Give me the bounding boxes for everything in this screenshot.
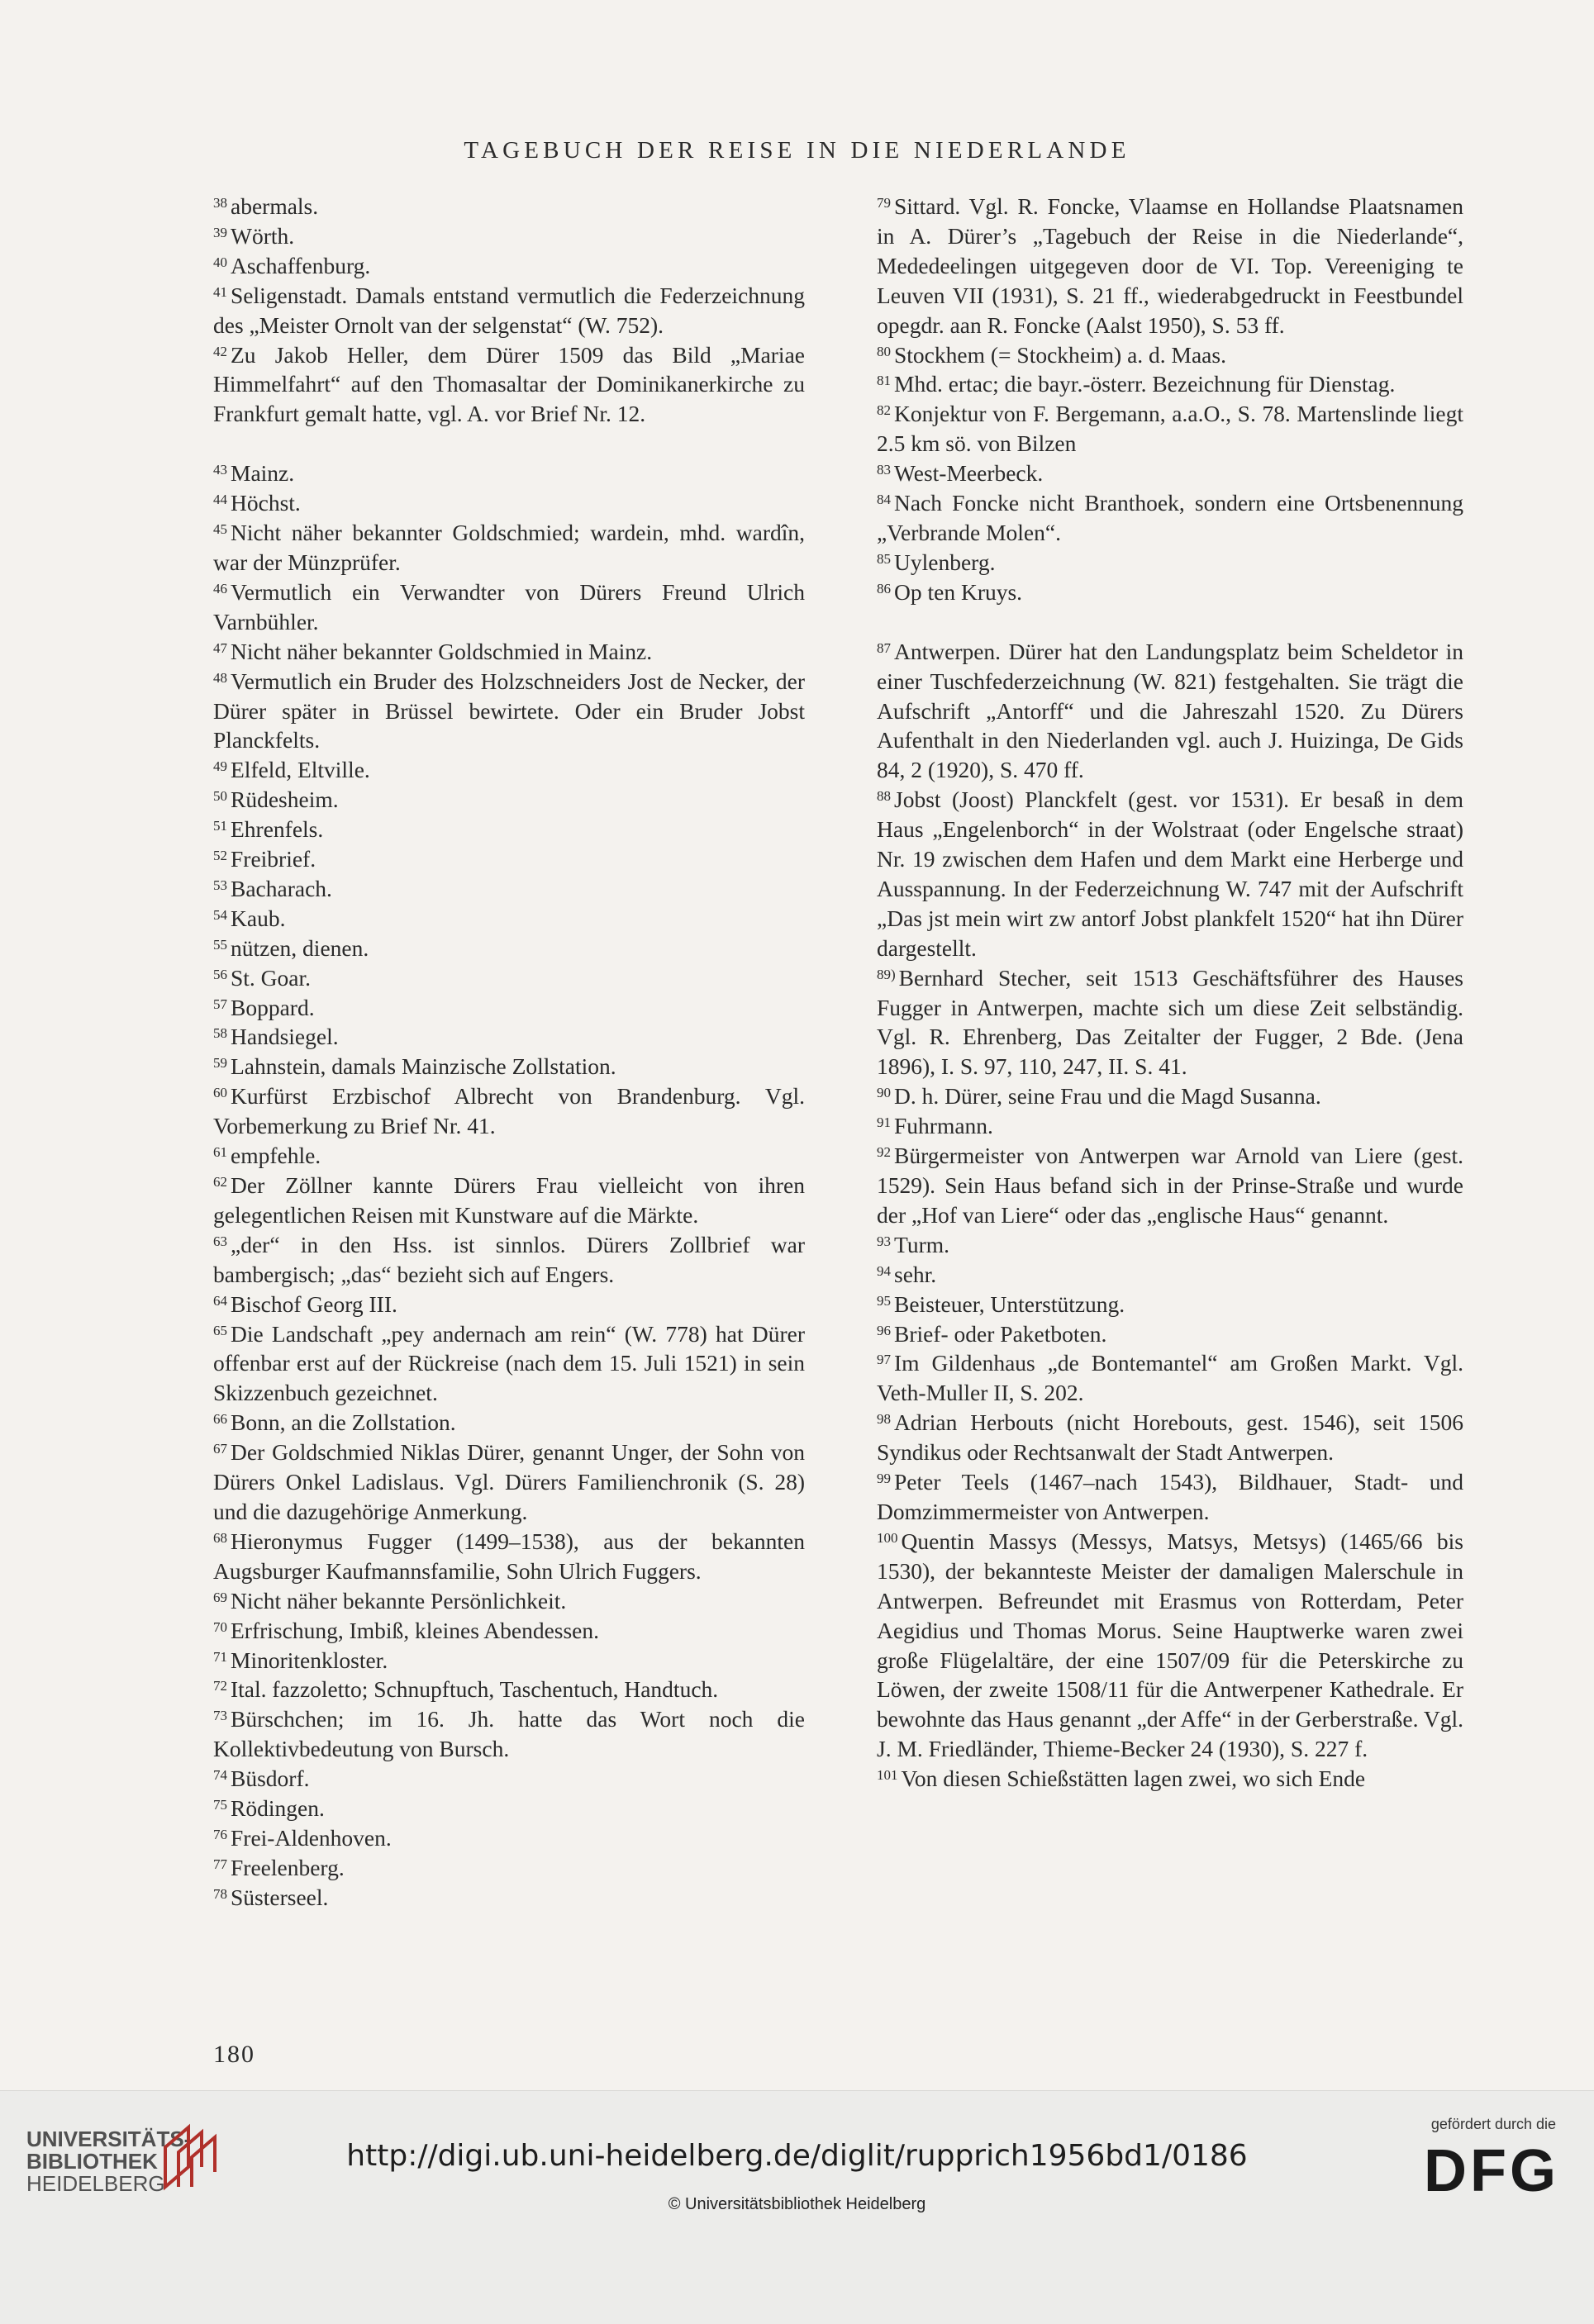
footnote	[877, 192, 1463, 340]
footnote-number: 70	[213, 1618, 227, 1635]
footnote-text: Elfeld, Eltville.	[231, 757, 370, 783]
footnote	[877, 963, 1463, 1082]
footnote-number: 63	[213, 1233, 227, 1249]
footnote	[213, 815, 805, 844]
running-head: TAGEBUCH DER REISE IN DIE NIEDERLANDE	[464, 137, 1130, 164]
footnote	[213, 1675, 805, 1704]
footnote-text: Bernhard Stecher, seit 1513 Geschäftsführer des Hauses Fugger in Antwerpen, machte sich um diese Zeit selbständig. Vgl. R. Ehrenberg, Das Zeitalter der Fugger, 2 Bde. (Jena 1896), I. S. 97, 110, 247, II. S. 41.	[877, 964, 1463, 1080]
footnote	[213, 1438, 805, 1527]
footnote	[213, 1646, 805, 1675]
copyright-notice: © Universitätsbibliothek Heidelberg	[668, 2195, 926, 2213]
footnote	[213, 192, 805, 221]
library-name-line: UNIVERSITÄTS-	[26, 2127, 192, 2151]
footnote	[877, 369, 1463, 399]
footnote-text: Uylenberg.	[894, 549, 996, 575]
footnote-text: Süsterseel.	[231, 1884, 329, 1910]
footnote-text: Freelenberg.	[231, 1854, 345, 1880]
footnote-text: Stockhem (= Stockheim) a. d. Maas.	[894, 341, 1226, 368]
footnote-text: Turm.	[894, 1231, 950, 1257]
footnote-text: Büsdorf.	[231, 1766, 310, 1792]
footnote	[213, 1141, 805, 1171]
footnote-text: nützen, dienen.	[231, 934, 369, 961]
footnote	[877, 1348, 1463, 1408]
footnote	[213, 1081, 805, 1141]
footnote-number: 65	[213, 1322, 227, 1338]
footnote	[213, 904, 805, 934]
footnote-number: 54	[213, 906, 227, 923]
footnote	[877, 785, 1463, 962]
footnote-text: Nicht näher bekannter Goldschmied; wardein, mhd. wardîn, war der Münzprüfer.	[213, 520, 805, 575]
footnote-number: 76	[213, 1826, 227, 1842]
footnote	[213, 844, 805, 874]
footnote-number: 52	[213, 848, 227, 864]
footnote-number: 67	[213, 1441, 227, 1457]
footnote	[213, 340, 805, 430]
footnote-number: 59	[213, 1055, 227, 1072]
footnote-text: Höchst.	[231, 490, 301, 516]
footnote-text: Seligenstadt. Damals entstand vermutlich die Federzeichnung des „Meister Ornolt van der selgenstat“ (W. 752).	[213, 282, 805, 338]
footnote-number: 68	[213, 1529, 227, 1546]
footnote-text: Zu Jakob Heller, dem Dürer 1509 das Bild „Mariae Himmelfahrt“ auf den Thomasaltar der Dominikanerkirche zu Frankfurt gemalt hatte, vgl. A. vor Brief Nr. 12.	[213, 341, 805, 427]
footnote-text: Hieronymus Fugger (1499–1538), aus der bekannten Augsburger Kaufmannsfamilie, Sohn Ulrich Fuggers.	[213, 1528, 805, 1584]
footnote-text: Frei-Aldenhoven.	[231, 1824, 392, 1851]
footnote	[213, 1052, 805, 1081]
footnote-text: Mhd. ertac; die bayr.-österr. Bezeichnung für Dienstag.	[894, 371, 1396, 397]
footnote	[213, 1823, 805, 1853]
footnote-text: Von diesen Schießstätten lagen zwei, wo sich Ende	[901, 1766, 1366, 1792]
footnote-text: Der Zöllner kannte Dürers Frau vielleicht von ihren gelegentlichen Reisen mit Kunstware auf die Märkte.	[213, 1172, 805, 1228]
footnote-number: 98	[877, 1411, 891, 1428]
footnote-text: Vermutlich ein Bruder des Holzschneiders Jost de Necker, der Dürer später in Brüssel bewirtete. Oder ein Bruder Jobst Planckfelts.	[213, 668, 805, 753]
footnote-text: Vermutlich ein Verwandter von Dürers Freund Ulrich Varnbühler.	[213, 578, 805, 634]
footnote-number: 66	[213, 1411, 227, 1428]
footnote-number: 60	[213, 1085, 227, 1101]
footnote-text: Bürgermeister von Antwerpen war Arnold van Liere (gest. 1529). Sein Haus befand sich in der Prinse-Straße und wurde der „Hof van Liere“ oder das „englische Haus“ genannt.	[877, 1143, 1463, 1228]
footnote	[213, 1764, 805, 1794]
footnote-number: 49	[213, 758, 227, 775]
footnote-text: Bischof Georg III.	[231, 1290, 397, 1317]
footnote	[213, 488, 805, 518]
library-name-line: BIBLIOTHEK	[26, 2149, 158, 2174]
footnote-number: 61	[213, 1144, 227, 1161]
library-name-line: HEIDELBERG	[26, 2171, 165, 2196]
footnote-text: Freibrief.	[231, 846, 316, 872]
footnote-text: West-Meerbeck.	[894, 460, 1044, 487]
footnote-number: 44	[213, 492, 227, 508]
footnote-number: 101	[877, 1767, 898, 1784]
footnote	[213, 1586, 805, 1616]
sponsor-caption: gefördert durch die	[1430, 2116, 1556, 2132]
footnote-text: Op ten Kruys.	[894, 578, 1023, 605]
footnote-text: Minoritenkloster.	[231, 1647, 388, 1673]
footnote-number: 91	[877, 1114, 891, 1131]
footnote-text: Ehrenfels.	[231, 816, 324, 843]
footnote-number: 75	[213, 1797, 227, 1813]
footnote-number: 69	[213, 1589, 227, 1605]
footnote	[877, 548, 1463, 577]
footnote	[213, 1022, 805, 1052]
footnote	[213, 1883, 805, 1913]
footnote-number: 40	[213, 254, 227, 270]
footnote	[213, 1171, 805, 1230]
footnote-text: Kaub.	[231, 905, 286, 931]
footnote-text: St. Goar.	[231, 964, 312, 991]
footnote	[213, 1704, 805, 1764]
footnote-text: Bacharach.	[231, 875, 332, 901]
footnote-text: Lahnstein, damals Mainzische Zollstation.	[231, 1053, 616, 1080]
footnotes-right-column	[877, 192, 1463, 1794]
footnote	[877, 637, 1463, 786]
footnote-text: Boppard.	[231, 994, 315, 1020]
footnote-text: Ital. fazzoletto; Schnupftuch, Taschentuch, Handtuch.	[231, 1676, 719, 1703]
footnote	[213, 459, 805, 488]
footnote-text: abermals.	[231, 193, 319, 219]
footnote	[213, 1616, 805, 1646]
footnote	[877, 459, 1463, 488]
footnote	[213, 755, 805, 785]
footnote-text: Beisteuer, Unterstützung.	[894, 1290, 1125, 1317]
footnote	[213, 1408, 805, 1438]
footnote-number: 43	[213, 462, 227, 478]
footnote-text: Jobst (Joost) Planckfelt (gest. vor 1531). Er besaß in dem Haus „Engelenborch“ in der Wolstraat (oder Engelsche straat) Nr. 19 zwischen dem Hafen und dem Markt eine Herberge und Ausspannung. In der Federzeichnung W. 747 mit der Aufschrift „Das jst mein wirt zw antorf Jobst plankfelt 1520“ hat ihn Dürer dargestellt.	[877, 787, 1463, 961]
footnote	[877, 1467, 1463, 1527]
footnote-text: Brief- oder Paketboten.	[894, 1320, 1107, 1347]
footnote-number: 58	[213, 1025, 227, 1042]
footnote-number: 83	[877, 462, 891, 478]
footnote-text: Adrian Herbouts (nicht Horebouts, gest. 1546), seit 1506 Syndikus oder Rechtsanwalt der Stadt Antwerpen.	[877, 1409, 1463, 1466]
permalink-url[interactable]: http://digi.ub.uni-heidelberg.de/diglit/rupprich1956bd1/0186	[346, 2139, 1248, 2173]
footnote-number: 88	[877, 788, 891, 805]
footnote-text: Peter Teels (1467–nach 1543), Bildhauer, Stadt- und Domzimmermeister von Antwerpen.	[877, 1469, 1463, 1524]
footnote	[877, 1081, 1463, 1111]
footnote-number: 86	[877, 580, 891, 596]
footnote-number: 51	[213, 818, 227, 834]
footnote-number: 85	[877, 550, 891, 567]
footnote	[877, 1230, 1463, 1260]
footnote	[213, 667, 805, 756]
footnote-number: 48	[213, 669, 227, 686]
footnote-text: Rüdesheim.	[231, 787, 339, 813]
footnote-text: Kurfürst Erzbischof Albrecht von Brandenburg. Vgl. Vorbemerkung zu Brief Nr. 41.	[213, 1083, 805, 1139]
footnote	[213, 963, 805, 993]
footnote	[877, 1111, 1463, 1141]
footnote	[213, 518, 805, 577]
footnote	[213, 1527, 805, 1586]
footnote	[213, 281, 805, 340]
footnote-number: 84	[877, 492, 891, 508]
footnote-number: 93	[877, 1233, 891, 1249]
footnote-number: 77	[213, 1856, 227, 1872]
footnote	[877, 577, 1463, 607]
footnote-number: 73	[213, 1708, 227, 1724]
footnote-text: Nicht näher bekannte Persönlichkeit.	[231, 1587, 567, 1613]
footnote-number: 96	[877, 1322, 891, 1338]
footnote-number: 45	[213, 521, 227, 538]
footnote	[877, 1408, 1463, 1467]
dfg-logo: DFG	[1424, 2138, 1559, 2204]
footnote	[213, 785, 805, 815]
page-number: 180	[213, 2041, 255, 2068]
footnote-text: Antwerpen. Dürer hat den Landungsplatz beim Scheldetor in einer Tuschfederzeichnung (W. 821) festgehalten. Sie trägt die Aufschrift „Antorff“ und die Jahreszahl 1520. Zu Dürers Aufenthalt in den Niederlanden vgl. auch J. Huizinga, De Gids 84, 2 (1920), S. 470 ff.	[877, 638, 1463, 783]
footnote-number: 100	[877, 1529, 898, 1546]
footnote	[877, 1290, 1463, 1319]
footnote-number: 79	[877, 195, 891, 211]
footnote-number: 42	[213, 343, 227, 359]
footnote-number: 62	[213, 1174, 227, 1190]
footnote	[213, 637, 805, 667]
footnote	[213, 1230, 805, 1290]
footnote-number: 95	[877, 1292, 891, 1309]
footnote-number: 80	[877, 343, 891, 359]
footnote-number: 50	[213, 788, 227, 805]
footnote-number: 92	[877, 1144, 891, 1161]
footnote-number: 97	[877, 1352, 891, 1368]
footnote	[213, 1853, 805, 1883]
footnote	[877, 1764, 1463, 1794]
footnote	[213, 251, 805, 281]
footnote-number: 99	[877, 1471, 891, 1487]
footnote-text: Rödingen.	[231, 1795, 325, 1822]
footnote-number: 82	[877, 402, 891, 419]
footnote-number: 71	[213, 1648, 227, 1665]
footnote-text: Im Gildenhaus „de Bontemantel“ am Großen Markt. Vgl. Veth-Muller II, S. 202.	[877, 1350, 1463, 1406]
footnote-text: Bürschchen; im 16. Jh. hatte das Wort noch die Kollektivbedeutung von Bursch.	[213, 1706, 805, 1762]
footnote-number: 72	[213, 1678, 227, 1694]
footnote-text: Mainz.	[231, 460, 295, 487]
footnote-number: 89)	[877, 966, 896, 982]
footnote-number: 55	[213, 936, 227, 953]
footnote-number: 81	[877, 373, 891, 389]
footnote-text: Quentin Massys (Messys, Matsys, Metsys) (1465/66 bis 1530), der bekannteste Meister der damaligen Malerschule in Antwerpen. Befreundet mit Erasmus von Rotterdam, Peter Aegidius und Thomas Morus. Seine Hauptwerke waren zwei große Flügelaltäre, der eine 1507/09 für die Peterskirche zu Löwen, der zweite 1508/11 für die Antwerpener Kathedrale. Er bewohnte das Haus genannt „der Affe“ in der Gerberstraße. Vgl. J. M. Friedländer, Thieme-Becker 24 (1930), S. 227 f.	[877, 1528, 1463, 1762]
footnote	[213, 1794, 805, 1823]
footnote-text: Konjektur von F. Bergemann, a.a.O., S. 78. Martenslinde liegt 2.5 km sö. von Bilzen	[877, 401, 1463, 457]
footnote	[213, 993, 805, 1023]
footnote-text: Sittard. Vgl. R. Foncke, Vlaamse en Hollandse Plaatsnamen in A. Dürer’s „Tagebuch der Reise in die Niederlande“, Mededeelingen uitgegeven door de VI. Top. Vereeniging te Leuven VII (1931), S. 21 ff., wiederabgedruckt in Feestbundel opegdr. aan R. Foncke (Aalst 1950), S. 53 ff.	[877, 193, 1463, 338]
footnote-number: 90	[877, 1085, 891, 1101]
footnote-number: 46	[213, 580, 227, 596]
footnote	[213, 1290, 805, 1319]
footnote	[877, 399, 1463, 459]
footnote-text: Wörth.	[231, 222, 295, 249]
footnote-number: 74	[213, 1767, 227, 1784]
footnote-text: Erfrischung, Imbiß, kleines Abendessen.	[231, 1617, 600, 1643]
footnote-text: D. h. Dürer, seine Frau und die Magd Susanna.	[894, 1083, 1321, 1110]
footnote-text: „der“ in den Hss. ist sinnlos. Dürers Zollbrief war bambergisch; „das“ bezieht sich auf Engers.	[213, 1231, 805, 1287]
footnote	[877, 340, 1463, 370]
footnote	[877, 1319, 1463, 1349]
footnote	[877, 1527, 1463, 1764]
footnote-number: 87	[877, 639, 891, 656]
footnote-number: 41	[213, 283, 227, 300]
footnote-number: 64	[213, 1292, 227, 1309]
footnote-text: empfehle.	[231, 1143, 321, 1169]
footnote-text: Handsiegel.	[231, 1024, 339, 1050]
footnote-text: Die Landschaft „pey andernach am rein“ (W. 778) hat Dürer offenbar erst auf der Rückreise (nach dem 15. Juli 1521) in sein Skizzenbuch gezeichnet.	[213, 1320, 805, 1406]
footnote-text: Fuhrmann.	[894, 1113, 993, 1139]
footnote	[213, 577, 805, 637]
footnote-text: Nach Foncke nicht Branthoek, sondern eine Ortsbenennung „Verbrande Molen“.	[877, 490, 1463, 545]
footnote-number: 38	[213, 195, 227, 211]
footnote-number: 39	[213, 224, 227, 240]
footnotes-left-column	[213, 192, 805, 1913]
footnote-number: 47	[213, 639, 227, 656]
footnote-number: 78	[213, 1885, 227, 1902]
footnote	[213, 221, 805, 251]
footnote	[213, 874, 805, 904]
footnote	[877, 1260, 1463, 1290]
footnote	[213, 1319, 805, 1409]
footnote-number: 53	[213, 877, 227, 893]
footnote	[877, 488, 1463, 548]
footnote-number: 57	[213, 996, 227, 1012]
footnote	[877, 1141, 1463, 1230]
footnote-number: 94	[877, 1262, 891, 1279]
footnote-number: 56	[213, 966, 227, 982]
viewer-footer	[0, 2090, 1594, 2324]
footnote	[213, 934, 805, 963]
footnote-text: Aschaffenburg.	[231, 252, 371, 278]
footnote-text: Der Goldschmied Niklas Dürer, genannt Unger, der Sohn von Dürers Onkel Ladislaus. Vgl. Dürers Familienchronik (S. 28) und die dazugehörige Anmerkung.	[213, 1439, 805, 1524]
footnote-text: Nicht näher bekannter Goldschmied in Mainz.	[231, 638, 653, 664]
footnote-text: Bonn, an die Zollstation.	[231, 1409, 456, 1436]
footnote-text: sehr.	[894, 1261, 937, 1287]
